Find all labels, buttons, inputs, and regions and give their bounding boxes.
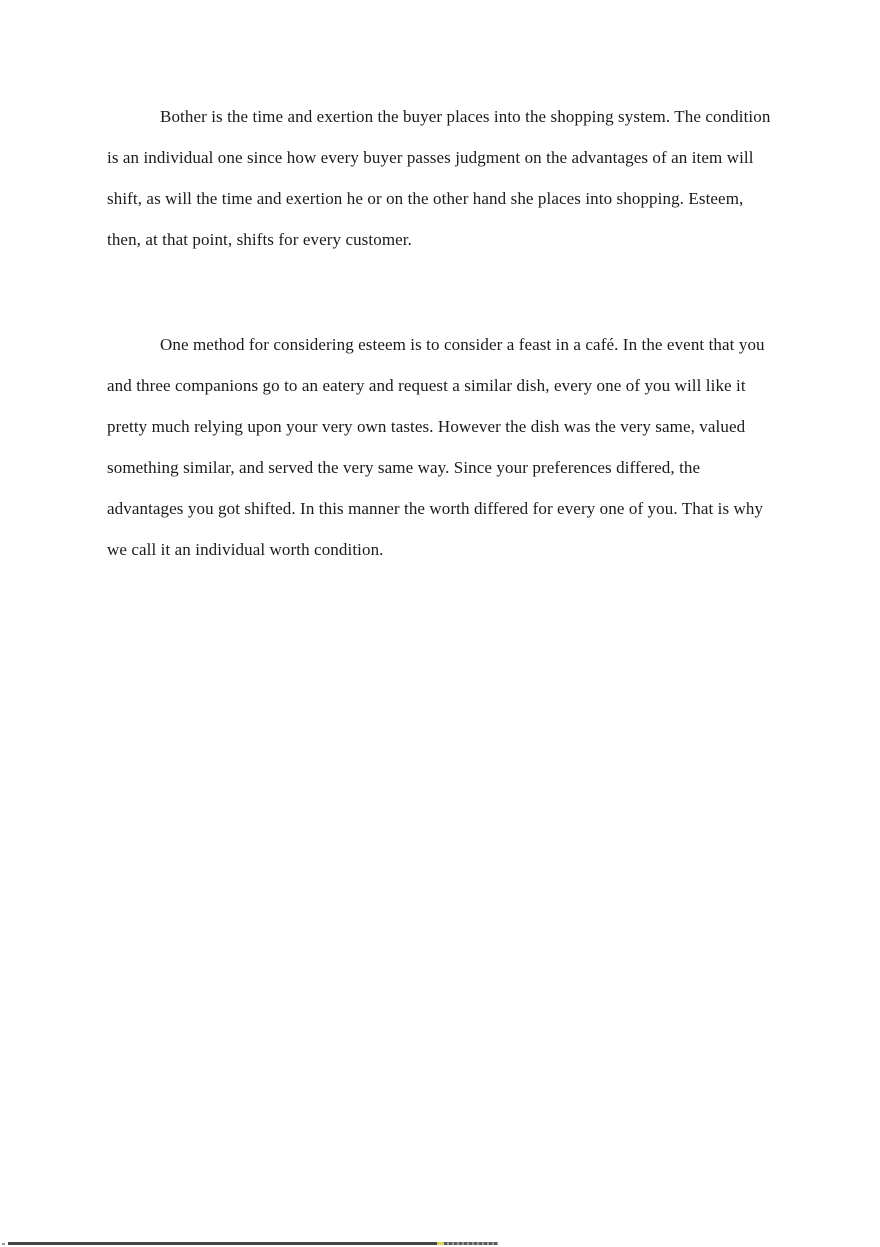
paragraph-1: Bother is the time and exertion the buyer places into the shopping system. The condition is an individual one since how every buyer passes judgment on the advantages of an item will shift, as will the time and exertion he or on the other hand she places into shopping. Esteem, then, at that point, shifts for every customer. bbox=[107, 107, 771, 249]
paragraph-2: One method for considering esteem is to consider a feast in a café. In the event that you and three companions go to an eatery and request a similar dish, every one of you will like it pretty much relying upon your very own tastes. However the dish was the very same, valued something similar, and served the very same way. Since your preferences differed, the advantages you got shifted. In this manner the worth differed for every one of you. That is why we call it an individual worth condition. bbox=[107, 335, 765, 559]
footer-scan-dot bbox=[2, 1243, 5, 1245]
footer-rule-marks bbox=[444, 1242, 498, 1245]
document-text-block bbox=[107, 96, 775, 570]
footer-rule bbox=[8, 1242, 440, 1245]
footer-rule-highlight bbox=[437, 1242, 444, 1245]
